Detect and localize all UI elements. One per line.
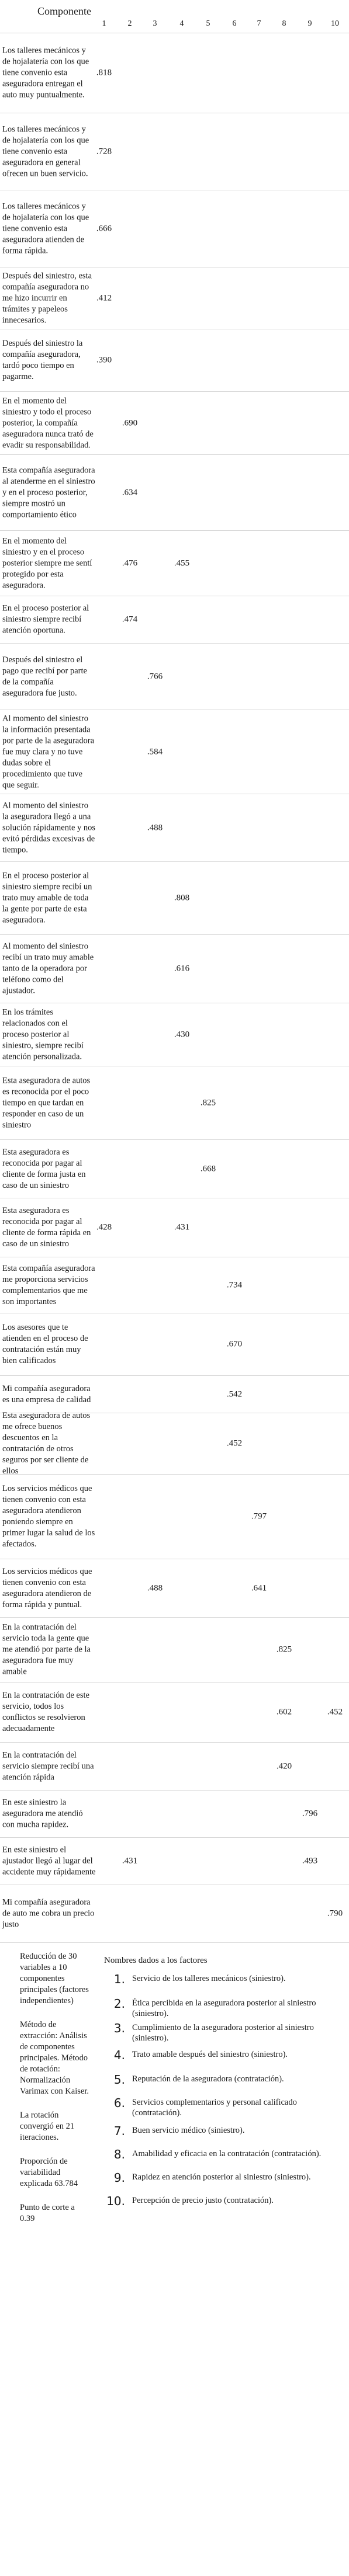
table-row: [0, 1885, 349, 1943]
factor-number: 3.: [113, 2021, 125, 2035]
table-row: [0, 1140, 349, 1198]
item-statement: En la contratación del servicio toda la gente que me atendió por parte de la aseguradora fue muy amable: [2, 1622, 91, 1677]
item-statement: Después del siniestro la compañía aseguradora, tardó poco tiempo en pagarme.: [2, 339, 83, 381]
loading-value: .818: [96, 68, 112, 78]
loading-value: .452: [226, 1438, 243, 1448]
loading-value: .542: [226, 1389, 243, 1399]
factor-label: Cumplimiento de la aseguradora posterior al siniestro (siniestro).: [132, 2023, 314, 2043]
item-statement: En el proceso posterior al siniestro siempre recibí atención oportuna.: [2, 603, 89, 635]
method-note: Método de extracción: Análisis de componentes principales. Método de rotación: Normalización Varimax con Kaiser.: [20, 2020, 89, 2096]
table-row: [0, 455, 349, 531]
item-statement: En este siniestro la aseguradora me atendió con mucha rapidez.: [2, 1798, 83, 1830]
factor-label: Servicios complementarios y personal calificado (contratación).: [132, 2098, 297, 2118]
loading-value: .602: [276, 1707, 292, 1717]
factor-label: Rapidez en atención posterior al siniestro (siniestro).: [132, 2172, 311, 2182]
method-note: Reducción de 30 variables a 10 componentes principales (factores independientes): [20, 1952, 89, 2005]
table-row: [0, 267, 349, 329]
item-statement: Los servicios médicos que tienen convenio con esta aseguradora atendieron poniendo siempre en primer lugar la salud de los afectados.: [2, 1484, 95, 1549]
table-row: [0, 113, 349, 190]
table-row: [0, 1618, 349, 1682]
factor-number: 7.: [113, 2124, 125, 2138]
component-header: Componente: [37, 5, 91, 17]
method-note: La rotación convergió en 21 iteraciones.: [20, 2111, 75, 2142]
factor-number: 9.: [113, 2171, 125, 2185]
item-statement: En la contratación de este servicio, todos los conflictos se resolvieron adecuadamente: [2, 1691, 89, 1733]
item-statement: En los trámites relacionados con el proceso posterior al siniestro, siempre recibí atención personalizada.: [2, 1007, 84, 1061]
component-number-2: 2: [127, 19, 132, 28]
component-number-7: 7: [257, 19, 261, 28]
loading-value: .825: [276, 1645, 292, 1654]
table-row: [0, 710, 349, 794]
item-statement: Los asesores que te atienden en el proceso de contratación están muy bien calificados: [2, 1323, 88, 1365]
loading-value: .474: [122, 614, 138, 624]
component-number-row: [0, 18, 349, 32]
loading-value: .634: [122, 488, 138, 497]
loading-value: .431: [174, 1222, 190, 1232]
item-statement: Después del siniestro el pago que recibí por parte de la compañía aseguradora fue justo.: [2, 655, 87, 698]
loading-value: .734: [226, 1280, 243, 1289]
component-number-3: 3: [153, 19, 157, 28]
factor-number: 5.: [113, 2073, 125, 2087]
item-statement: Los servicios médicos que tienen convenio con esta aseguradora atendieron de forma rápida y puntual.: [2, 1566, 92, 1609]
table-row: [0, 1475, 349, 1559]
loading-value: .690: [122, 418, 138, 427]
loading-value: .790: [327, 1908, 343, 1918]
factor-number: 10.: [106, 2194, 125, 2208]
table-row: [0, 1413, 349, 1475]
factor-label: Reputación de la aseguradora (contratación).: [132, 2074, 284, 2084]
loading-value: .728: [96, 147, 112, 156]
loading-value: .488: [147, 823, 163, 832]
loading-value: .766: [147, 672, 163, 681]
loading-value: .797: [251, 1511, 267, 1521]
table-row: [0, 1791, 349, 1838]
table-row: [0, 1313, 349, 1376]
loading-value: .666: [96, 224, 112, 233]
item-statement: Después del siniestro, esta compañía aseguradora no me hizo incurrir en trámites y papeleos innecesarios.: [2, 271, 92, 325]
component-number-6: 6: [232, 19, 237, 28]
loading-value: .428: [96, 1222, 112, 1232]
loading-value: .668: [200, 1164, 216, 1173]
component-number-1: 1: [102, 19, 106, 28]
table-row: [0, 1376, 349, 1413]
loading-value: .616: [174, 964, 190, 974]
table-row: [0, 531, 349, 596]
loading-value: .641: [251, 1583, 267, 1593]
factor-names-title: Nombres dados a los factores: [104, 1956, 208, 1965]
item-statement: En el proceso posterior al siniestro siempre recibí un trato muy amable de toda la gente por parte de esta aseguradora.: [2, 871, 92, 925]
item-statement: En el momento del siniestro y todo el proceso posterior, la compañía aseguradora nunca trató de evadir su responsabilidad.: [2, 396, 94, 450]
table-row: [0, 794, 349, 862]
component-number-4: 4: [179, 19, 184, 28]
table-row: [0, 190, 349, 267]
item-statement: Al momento del siniestro la aseguradora llegó a una solución rápidamente y nos evitó pérdidas excesivas de tiempo.: [2, 801, 96, 854]
factor-label: Ética percibida en la aseguradora posterior al siniestro (siniestro).: [132, 1998, 316, 2018]
table-row: [0, 596, 349, 644]
method-note: Proporción de variabilidad explicada 63.784: [20, 2157, 78, 2188]
factor-number: 6.: [113, 2096, 125, 2110]
table-row: [0, 862, 349, 935]
factor-number: 8.: [113, 2147, 125, 2161]
component-number-5: 5: [206, 19, 210, 28]
loading-value: .825: [200, 1098, 216, 1107]
factor-label: Servicio de los talleres mecánicos (siniestro).: [132, 1974, 286, 1983]
factor-label: Amabilidad y eficacia en la contratación (contratación).: [132, 2149, 322, 2158]
loading-value: .430: [174, 1030, 190, 1039]
item-statement: Esta aseguradora es reconocida por pagar al cliente de forma rápida en caso de un siniestro: [2, 1206, 91, 1249]
loading-value: .796: [302, 1809, 318, 1819]
item-statement: Esta aseguradora de autos me ofrece buenos descuentos en la contratación de otros seguros por ser cliente de ellos: [2, 1411, 91, 1476]
table-row: [0, 644, 349, 710]
factor-number: 1.: [113, 1972, 125, 1986]
loading-value: .431: [122, 1856, 138, 1866]
item-statement: Los talleres mecánicos y de hojalatería con los que tiene convenio esta aseguradora en general ofrecen un buen servicio.: [2, 124, 89, 178]
factor-label: Percepción de precio justo (contratación).: [132, 2196, 274, 2205]
table-row: [0, 1066, 349, 1140]
item-statement: Mi compañía aseguradora de auto me cobra un precio justo: [2, 1897, 95, 1930]
loading-value: .670: [226, 1339, 243, 1349]
item-statement: Al momento del siniestro la información presentada por parte de la aseguradora fue muy clara y no tuve dudas sobre el procedimiento que tuve que seguir.: [2, 714, 95, 790]
item-statement: Esta compañía aseguradora me proporciona servicios complementarios que me son importantes: [2, 1263, 95, 1306]
loading-value: .452: [327, 1707, 343, 1717]
table-row: [0, 392, 349, 455]
table-row: [0, 1682, 349, 1743]
item-statement: En el momento del siniestro y en el proceso posterior siempre me sentí protegido por esta aseguradora.: [2, 536, 92, 590]
loading-value: .493: [302, 1856, 318, 1866]
loading-value: .488: [147, 1583, 163, 1593]
item-statement: Mi compañía aseguradora es una empresa de calidad: [2, 1383, 91, 1405]
table-row: [0, 1743, 349, 1791]
factor-number: 4.: [113, 2048, 125, 2062]
table-row: [0, 1198, 349, 1257]
factor-label: Buen servicio médico (siniestro).: [132, 2126, 245, 2135]
loading-value: .476: [122, 558, 138, 568]
loading-value: .808: [174, 893, 190, 903]
table-row: [0, 1559, 349, 1618]
component-number-8: 8: [282, 19, 286, 28]
table-row: [0, 33, 349, 113]
factor-number: 2.: [113, 1997, 125, 2011]
component-number-9: 9: [307, 19, 312, 28]
item-statement: Esta aseguradora es reconocida por pagar al cliente de forma justa en caso de un siniestro: [2, 1147, 86, 1190]
method-note: Punto de corte a 0.39: [20, 2203, 75, 2223]
item-statement: Esta aseguradora de autos es reconocida por el poco tiempo en que tardan en responder en caso de un siniestro: [2, 1076, 91, 1129]
item-statement: Esta compañía aseguradora al atenderme en el siniestro y en el proceso posterior, siempre mostró un comportamiento ético: [2, 465, 95, 519]
table-row: [0, 1838, 349, 1885]
table-row: [0, 1257, 349, 1313]
item-statement: En este siniestro el ajustador llegó al lugar del accidente muy rápidamente: [2, 1845, 96, 1877]
table-row: [0, 935, 349, 1003]
item-statement: En la contratación del servicio siempre recibí una atención rápida: [2, 1750, 94, 1782]
loading-value: .390: [96, 355, 112, 365]
factor-label: Trato amable después del siniestro (siniestro).: [132, 2050, 288, 2059]
item-statement: Al momento del siniestro recibí un trato muy amable tanto de la operadora por teléfono como del ajustador.: [2, 941, 94, 996]
table-row: [0, 1003, 349, 1066]
loading-value: .455: [174, 558, 190, 568]
item-statement: Los talleres mecánicos y de hojalatería con los que tiene convenio esta aseguradora atienden de forma rápida.: [2, 201, 89, 255]
table-row: [0, 329, 349, 392]
component-number-10: 10: [331, 19, 339, 28]
loading-value: .412: [96, 293, 112, 303]
item-statement: Los talleres mecánicos y de hojalatería con los que tiene convenio esta aseguradora entregan el auto muy puntualmente.: [2, 46, 89, 100]
loading-value: .420: [276, 1761, 292, 1771]
method-notes: [20, 1951, 90, 2237]
loading-value: .584: [147, 747, 163, 756]
